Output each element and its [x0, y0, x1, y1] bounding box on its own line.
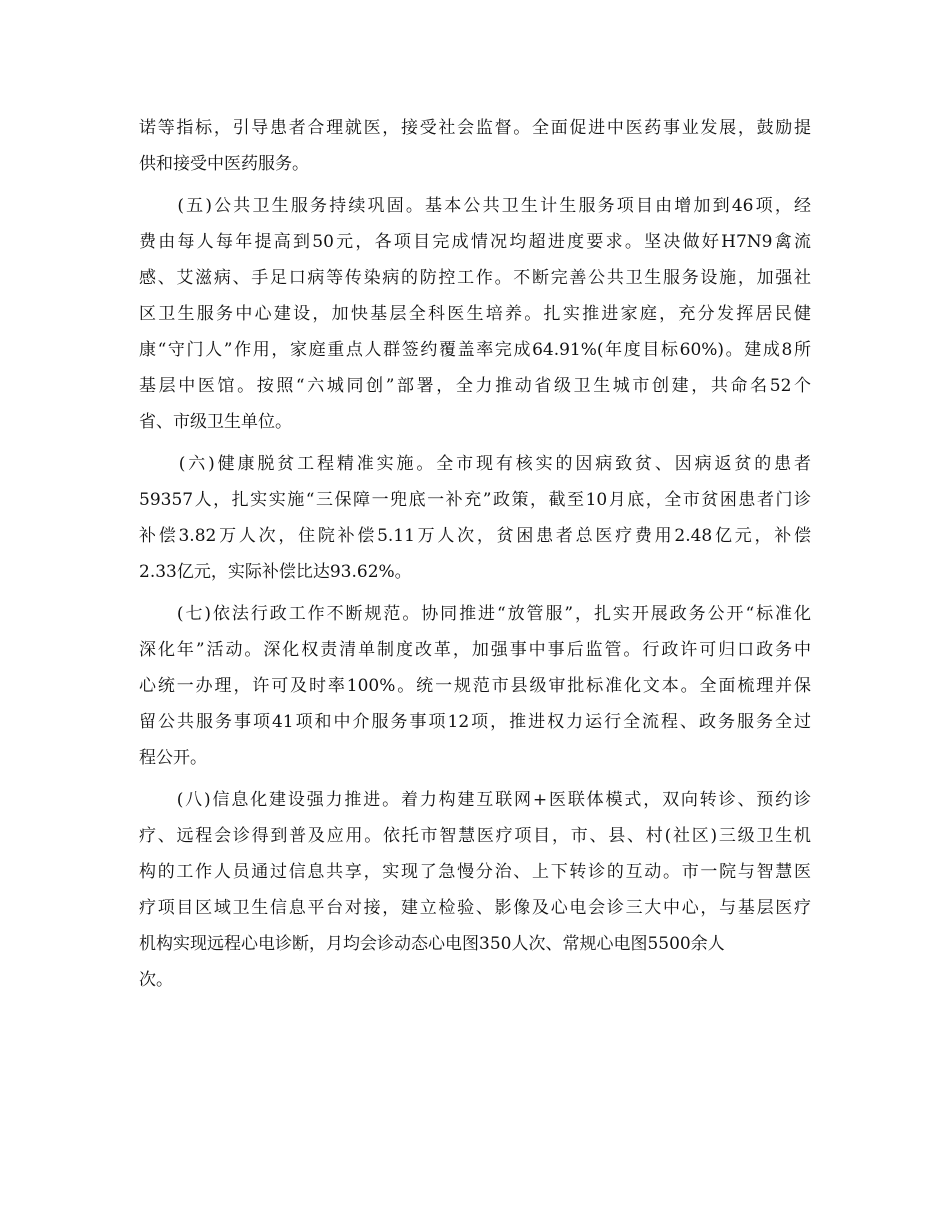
text-line: 留公共服务事项41项和中介服务事项12项，推进权力运行全流程、政务服务全过	[139, 712, 811, 732]
paragraph-public-health	[139, 188, 811, 440]
text-line: 康“守门人”作用，家庭重点人群签约覆盖率完成64.91%(年度目标60%)。建成8所	[139, 340, 811, 360]
text-line: 疗、远程会诊得到普及应用。依托市智慧医疗项目，市、县、村(社区)三级卫生机	[139, 826, 811, 846]
text-line: (五)公共卫生服务持续巩固。基本公共卫生计生服务项目由增加到46项，经	[139, 196, 811, 216]
text-line: 疗项目区域卫生信息平台对接，建立检验、影像及心电会诊三大中心，与基层医疗	[139, 898, 811, 918]
text-line: 2.33亿元，实际补偿比达93.62%。	[139, 562, 412, 582]
text-line: 心统一办理，许可及时率100%。统一规范市县级审批标准化文本。全面梳理并保	[139, 676, 811, 696]
text-line: 补偿3.82万人次，住院补偿5.11万人次，贫困患者总医疗费用2.48亿元，补偿	[139, 526, 811, 546]
text-line: 费由每人每年提高到50元，各项目完成情况均超进度要求。坚决做好H7N9禽流	[139, 232, 811, 252]
text-line: 机构实现远程心电诊断，月均会诊动态心电图350人次、常规心电图5500余人	[139, 934, 725, 954]
text-line: 诺等指标，引导患者合理就医，接受社会监督。全面促进中医药事业发展，鼓励提	[139, 118, 811, 138]
text-line: 供和接受中医药服务。	[139, 154, 309, 174]
paragraph-intro-continued	[139, 110, 811, 182]
text-line: 构的工作人员通过信息共享，实现了急慢分治、上下转诊的互动。市一院与智慧医	[139, 862, 811, 882]
paragraph-administration	[139, 596, 811, 776]
text-line: 59357人，扎实实施“三保障一兜底一补充”政策，截至10月底，全市贫困患者门诊	[139, 490, 811, 510]
text-line: 区卫生服务中心建设，加快基层全科医生培养。扎实推进家庭，充分发挥居民健	[139, 304, 811, 324]
text-line: (七)依法行政工作不断规范。协同推进“放管服”，扎实开展政务公开“标准化	[139, 604, 811, 624]
text-line: 感、艾滋病、手足口病等传染病的防控工作。不断完善公共卫生服务设施，加强社	[139, 268, 811, 288]
text-line: 省、市级卫生单位。	[139, 412, 292, 432]
text-line: 程公开。	[139, 748, 207, 768]
paragraph-poverty-alleviation	[139, 446, 811, 590]
text-line: 深化年”活动。深化权责清单制度改革，加强事中事后监管。行政许可归口政务中	[139, 640, 811, 660]
document-body	[139, 110, 811, 998]
text-line: 基层中医馆。按照“六城同创”部署，全力推动省级卫生城市创建，共命名52个	[139, 376, 811, 396]
text-line: (六)健康脱贫工程精准实施。全市现有核实的因病致贫、因病返贫的患者	[139, 454, 811, 474]
text-line: (八)信息化建设强力推进。着力构建互联网+医联体模式，双向转诊、预约诊	[139, 790, 811, 810]
paragraph-informatization	[139, 782, 811, 998]
text-line: 次。	[139, 970, 173, 990]
